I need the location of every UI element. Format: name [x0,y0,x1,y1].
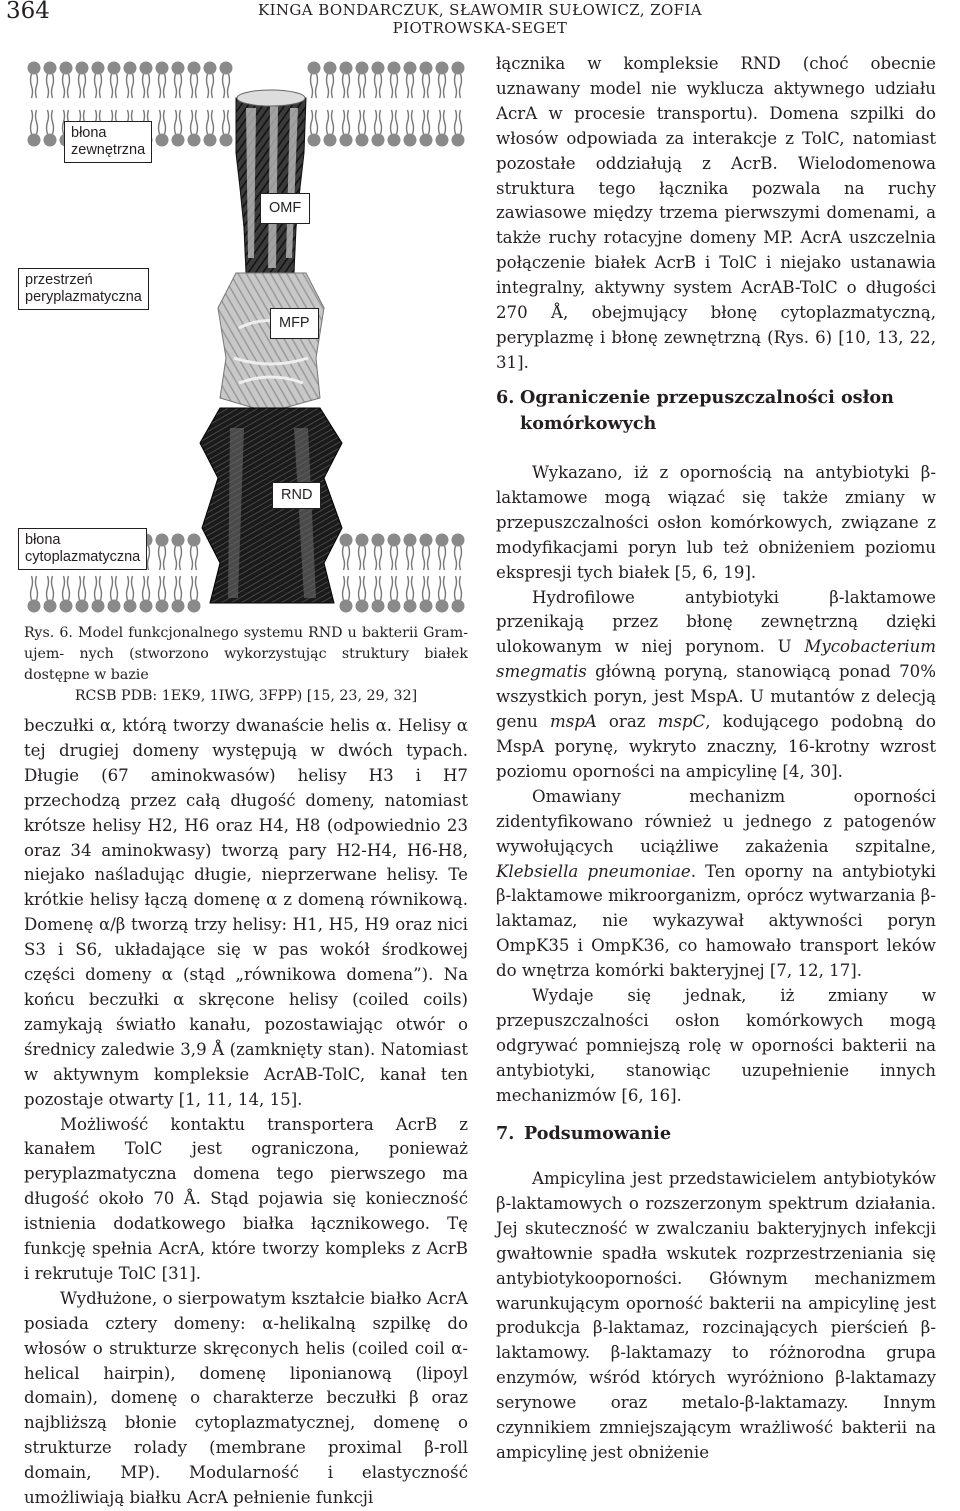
paragraph: Wydłużone, o sierpowatym kształcie białko AcrA posiada cztery domeny: α-helikalną szpilkę do włosów o strukturze skręconych helis (coiled coil α-helical hairpin), domenę liponianową (lipoyl domain), domenę o charakterze beczułki β oraz najbliższą błonie cytoplazmatycznej, domenę o strukturze rolady (membrane proximal β-roll domain, MP). Modularność i elastyczność umożliwiają białku AcrA pełnienie funkcji [24,1288,468,1508]
label-periplasmic-space: przestrzeń peryplazmatyczna [18,268,149,310]
caption-prefix: Rys. 6. [24,625,73,641]
right-column-section-7-text [496,1167,936,1466]
figure-caption: Rys. 6. Model funkcjonalnego systemu RND u bakterii Gram-ujem- nych (stworzono wykorzystując struktury białek dostępne w bazie RCSB PDB: 1EK9, 1IWG, 3FPP) [15, 23, 29, 32] [24,625,468,704]
label-omf: OMF [260,193,310,224]
label-outer-membrane: błona zewnętrzna [64,121,152,163]
paragraph: łącznika w kompleksie RND (choć obecnie uznawany model nie wyklucza aktywnego udziału AcrA w procesie transportu). Domena szpilki do włosów odpowiada za interakcje z TolC, natomiast pozostałe oddziałują z AcrB. Wielodomenowa struktura tego łącznika pozwala na ruchy zawiasowe między trzema pierwszymi domenami, a także ruchy rotacyjne domeny MP. AcrA uszczelnia połączenie białek AcrB i TolC i niejako ustanawia integralny, aktywny system AcrAB-TolC o długości 270 Å, obejmujący błonę cytoplazmatyczną, peryplazmę i błonę zewnętrzną (Rys. 6) [10, 13, 22, 31]. [496,54,936,372]
right-column-section-6-text [496,461,936,1109]
paragraph: Omawiany mechanizm oporności zidentyfikowano również u jednego z patogenów wywołujących uciążliwe zakażenia szpitalne, Klebsiella pneumoniae. Ten oporny na antybiotyki β-laktamowe mikroorganizm, oprócz wytwarzania β-laktamaz, nie wykazywał aktywności poryn OmpK35 i OmpK36, co hamowało transport leków do wnętrza komórki bakteryjnej [7, 12, 17]. [496,786,936,981]
figure-rnd-model [24,58,468,618]
running-head-authors: KINGA BONDARCZUK, SŁAWOMIR SUŁOWICZ, ZOFIA PIOTROWSKA-SEGET [257,1,703,37]
label-mfp: MFP [270,308,319,339]
section-7-heading: 7. Podsumowanie [496,1121,671,1147]
section-number: 7. [496,1123,515,1144]
mfp-acra-adapter [218,273,324,408]
page-number: 364 [6,0,50,24]
paragraph: Hydrofilowe antybiotyki β-laktamowe przenikają przez błonę zewnętrzną dzięki ulokowanym w niej porynom. U Mycobacterium smegmatis główną poryną, stanowiącą ponad 70% wszystkich poryn, jest MspA. U mutantów z delecją genu mspA oraz mspC, kodującego podobną do MspA porynę, wykryto znaczny, 16-krotny wzrost poziomu oporności na ampicylinę [4, 30]. [496,587,937,781]
section-number: 6. [496,387,515,408]
paragraph: beczułki α, którą tworzy dwanaście helis α. Helisy α tej drugiej domeny występują w dwóch typach. Długie (67 aminokwasów) helisy H3 i H7 przechodzą przez całą długość domeny, natomiast krótsze helisy H2, H6 oraz H4, H8 (odpowiednio 23 oraz 34 aminokwasy) tworzą pary H2-H4, H6-H8, niejako naśladując długie, nieprzerwane helisy. Te krótkie helisy łączą domenę α z domeną równikową. Domenę α/β tworzą trzy helisy: H1, H5, H9 oraz nici S3 i S6, układające się w pas wokół środkowej części domeny α (stąd „równikowa domena”). Na końcu beczułki α skręcone helisy (coiled coils) zamykają światło kanału, pozostawiając otwór o średnicy zaledwie 3,9 Å (zamknięty stan). Natomiast w aktywnym kompleksie AcrAB-TolC, kanał ten pozostaje otwarty [1, 11, 14, 15]. [24,716,468,1109]
right-column-text-top [496,52,936,376]
left-column-text [24,714,468,1511]
paragraph: Możliwość kontaktu transportera AcrB z kanałem TolC jest ograniczona, ponieważ peryplazmatyczna domena tego pierwszego ma długość około 70 Å. Stąd pojawia się konieczność istnienia dodatkowego białka łącznikowego. Tę funkcję spełnia AcrA, które tworzy kompleks z AcrB i rekrutuje TolC [31]. [24,1114,468,1283]
page-header [0,0,960,37]
label-rnd: RND [272,482,321,509]
paragraph: Wydaje się jednak, iż zmiany w przepuszczalności osłon komórkowych mogą odgrywać pomniejszą rolę w oporności bakterii na antybiotyki, stanowiąc uzupełnienie innych mechanizmów [6, 16]. [496,986,936,1105]
label-cytoplasmic-membrane: błona cytoplazmatyczna [18,528,147,570]
section-6-heading: 6. Ograniczenie przepuszczalności osłon komórkowych [496,387,894,434]
paragraph: Wykazano, iż z opornością na antybiotyki β-laktamowe mogą wiązać się także zmiany w przepuszczalności osłon komórkowych, związane z modyfikacjami poryn lub też obniżeniem poziomu ekspresji tych białek [5, 6, 19]. [496,463,936,582]
paragraph: Ampicylina jest przedstawicielem antybiotyków β-laktamowych o rozszerzonym spektrum działania. Jej skuteczność w zwalczaniu bakteryjnych infekcji gwałtownie spadła wskutek rozprzestrzeniania się antybiotykooporności. Głównym mechanizmem warunkującym oporność bakterii na ampicylinę jest produkcja β-laktamaz, rozcinających pierścień β-laktamowy. β-laktamazy to różnorodna grupa enzymów, wśród których wyróżniono β-laktamazy serynowe oraz metalo-β-laktamazy. Innym czynnikiem zmniejszającym wrażliwość bakterii na ampicylinę jest obniżenie [496,1169,936,1462]
